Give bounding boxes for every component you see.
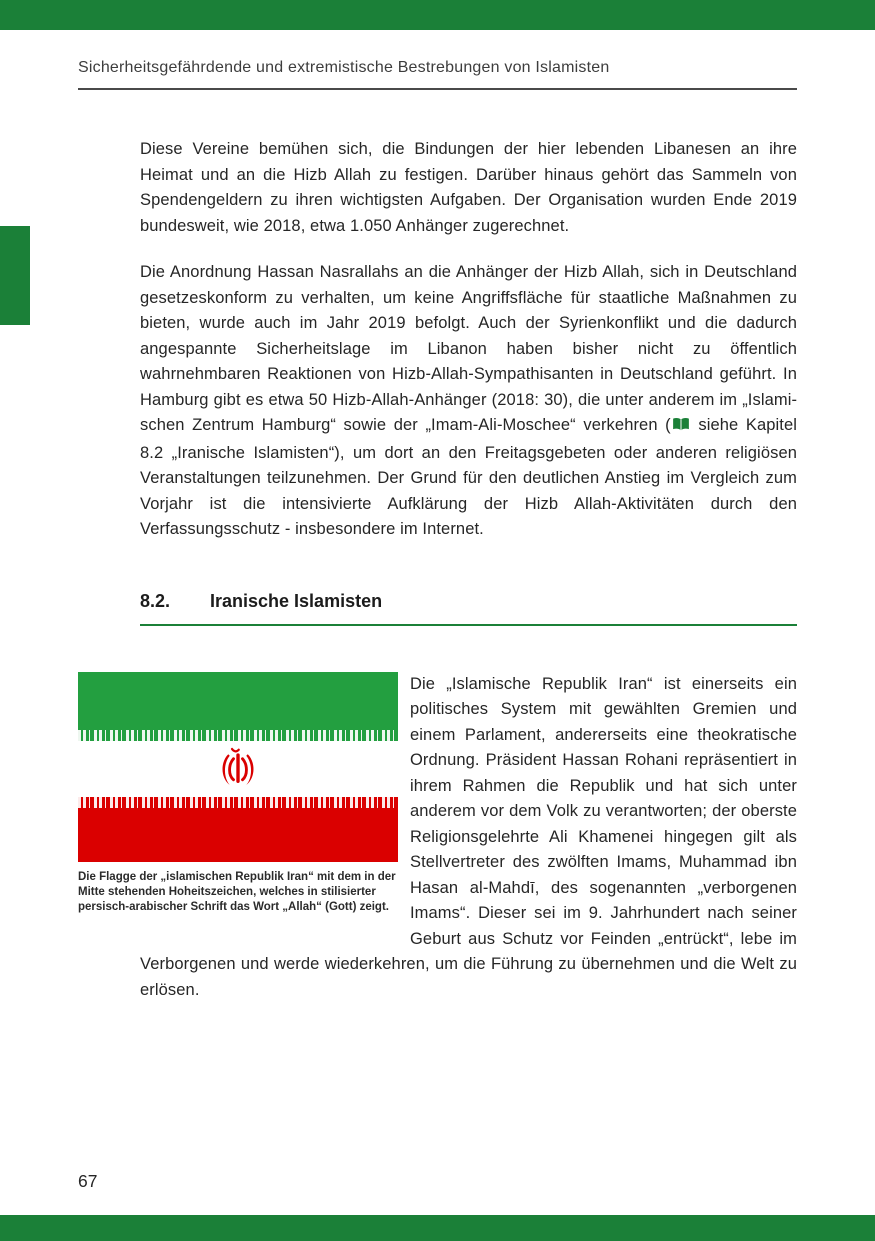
paragraph-vereine: Diese Vereine bemühen sich, die Bindungen der hier lebenden Libanesen an ihre Heimat und an die Hizb Allah zu festigen. Darüber hinaus gehört das Sammeln von Spendengeldern zu ihren wichtigsten Aufgaben. Der Organisation wurden Ende 2019 bundesweit, wie 2018, etwa 1.050 Anhänger zugerechnet. — [140, 140, 797, 235]
running-header-title: Sicherheitsgefährdende und extremistische Bestrebungen von Islamisten — [78, 59, 610, 76]
section-number: 8.2. — [140, 590, 171, 611]
paragraph-anordnung-part2: siehe Kapitel 8.2 „Iranische Islamisten“), um dort an den Freitagsgebeten oder anderen religiösen Veranstaltungen teilzunehmen. Der Grund für den deutlichen Anstieg im Vergleich zum Vorjahr ist die intensivierte Aufklärung der Hizb Allah-Aktivitäten durch den Verfassungsschutz - insbesondere im Internet. — [140, 416, 798, 538]
open-book-icon — [672, 415, 690, 441]
flag-takbir-band-top — [78, 730, 398, 741]
paragraph-iran: Die „Islamische Republik Iran“ ist einerseits ein politisches System mit gewählten Gremien und einem Parlament, andererseits eine theokratische Ordnung. Präsident Hassan Rohani repräsentiert in ihrem Rahmen die Republik und hat sich unter anderem vor dem Volk zu verantworten; der oberste Religionsgelehrte Ali Khamenei hingegen gilt als Stellvertreter des zwölften Imams, Muhammad ibn Hasan al-Mahdī, des sogenannten „verborgenen Imams“. Dieser sei im 9. Jahrhundert nach seiner Geburt aus Schutz vor Feinden „entrückt“, lebe im Verborgenen und werde wiederkehren, um die Führung zu übernehmen und die Welt zu erlösen. — [140, 674, 797, 999]
page-number: 67 — [78, 1171, 98, 1191]
flag-takbir-band-bottom — [78, 797, 398, 808]
top-accent-bar — [0, 0, 875, 30]
paragraph-anordnung-part1: Die Anordnung Hassan Nasrallahs an die Anhänger der Hizb Allah, sich in Deutschland gesetzeskonform zu verhalten, um keine Angriffsfläche für staatliche Maßnahmen zu bieten, wurde auch im Jahr 2019 befolgt. Auch der Syrienkonflikt und die dadurch angespannte Sicherheitslage im Libanon haben bisher nicht zu öffentlich wahrnehmbaren Reaktionen von Hizb-Allah-Sympathisanten in Deutschland geführt. In Hamburg gibt es etwa 50 Hizb-Allah-Anhänger (2018: 30), die unter anderem im „Islamischen Zentrum Hamburg“ sowie der „Imam-Ali-Moschee“ verkehren ( — [140, 263, 797, 434]
allah-emblem-icon — [214, 746, 262, 791]
figure-caption: Die Flagge der „islamischen Republik Iran“ mit dem in der Mitte stehenden Hoheitszeichen, welches in stilisierter persisch-arabischer Schrift das Wort „Allah“ (Gott) zeigt. — [78, 870, 396, 913]
page-content — [78, 137, 797, 1003]
flag-green-stripe — [78, 672, 398, 730]
iran-flag-image — [78, 672, 398, 862]
flag-red-stripe — [78, 808, 398, 862]
section-heading — [140, 589, 797, 626]
bottom-accent-bar — [0, 1215, 875, 1241]
section-title: Iranische Islamisten — [210, 590, 383, 611]
section-body — [78, 672, 797, 1004]
paragraph-anordnung — [140, 260, 797, 543]
iran-flag-figure — [78, 672, 398, 940]
flag-white-stripe — [78, 741, 398, 797]
chapter-edge-tab — [0, 226, 30, 325]
